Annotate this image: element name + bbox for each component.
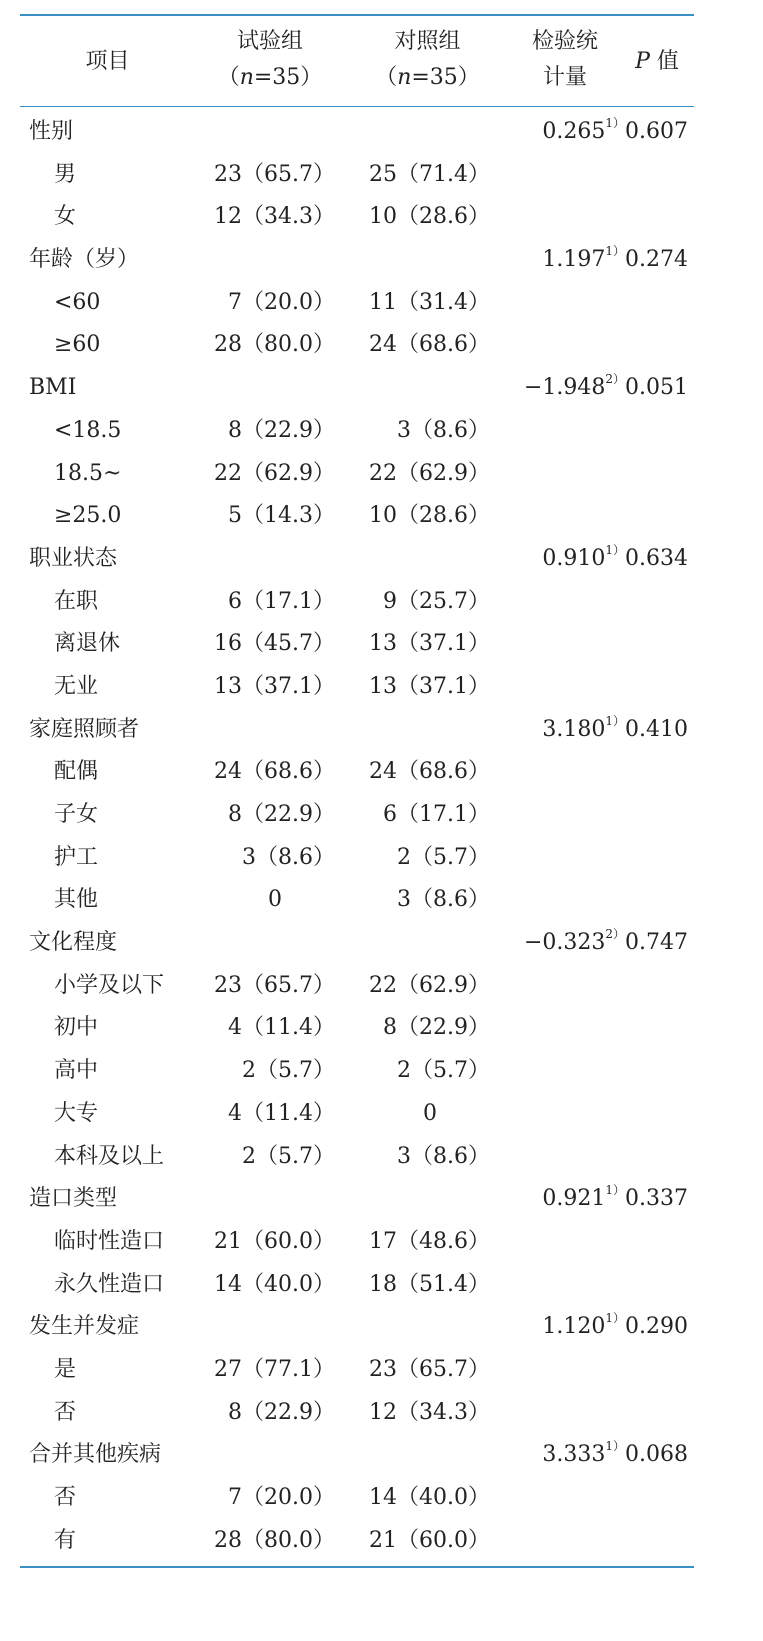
experimental-value: 4（11.4） bbox=[228, 1015, 335, 1041]
footnote-marker: 1） bbox=[605, 1439, 625, 1454]
experimental-value: 14（40.0） bbox=[214, 1271, 335, 1297]
row-label: 造口类型 bbox=[29, 1186, 118, 1212]
row-label: 家庭照顾者 bbox=[29, 716, 140, 742]
table-row-subcategory bbox=[20, 794, 694, 837]
footnote-marker: 1） bbox=[605, 1311, 625, 1326]
table-row-subcategory bbox=[20, 879, 694, 922]
row-label: 否 bbox=[54, 1399, 77, 1425]
test-statistic-value: $1.197^{1)}$ bbox=[542, 244, 625, 273]
row-label: 护工 bbox=[54, 844, 99, 870]
experimental-value: 24（68.6） bbox=[214, 759, 335, 785]
table-row-subcategory bbox=[20, 1264, 694, 1307]
test-statistic-value: $3.333^{1)}$ bbox=[542, 1439, 625, 1468]
experimental-value: 23（65.7） bbox=[214, 972, 335, 998]
table-row-category bbox=[20, 538, 694, 581]
header-experimental-title: 试验组 bbox=[236, 29, 303, 54]
footnote-marker: 2） bbox=[605, 927, 625, 942]
row-label: 文化程度 bbox=[29, 930, 118, 956]
table-row-subcategory bbox=[20, 1349, 694, 1392]
table-row-category bbox=[20, 239, 694, 282]
control-value: 11（31.4） bbox=[369, 289, 490, 315]
test-statistic-value: $0.910^{1)}$ bbox=[542, 542, 625, 571]
control-value: 3（8.6） bbox=[397, 1143, 490, 1169]
control-value: 21（60.0） bbox=[369, 1527, 490, 1553]
control-value: 22（62.9） bbox=[369, 972, 490, 998]
row-label: 18.5~ bbox=[54, 460, 122, 486]
table-row-category bbox=[20, 111, 694, 154]
row-label: BMI bbox=[29, 375, 77, 401]
control-value: 8（22.9） bbox=[383, 1015, 490, 1041]
footnote-marker: 1） bbox=[605, 116, 625, 130]
p-value: 0.747 bbox=[625, 930, 688, 956]
row-label: 子女 bbox=[54, 802, 99, 827]
row-label: 无业 bbox=[54, 673, 99, 699]
table-row-subcategory bbox=[20, 1007, 694, 1050]
header-experimental-group bbox=[195, 24, 345, 96]
header-p-value: P 值 bbox=[635, 49, 679, 74]
table-row-subcategory bbox=[20, 1477, 694, 1520]
control-value: 3（8.6） bbox=[397, 417, 490, 443]
footnote-marker: 2） bbox=[605, 372, 625, 387]
table-row-subcategory bbox=[20, 1520, 694, 1563]
control-value: 13（37.1） bbox=[369, 673, 490, 699]
table-row-category bbox=[20, 1306, 694, 1349]
control-value: 23（65.7） bbox=[369, 1356, 490, 1382]
experimental-value: 0 bbox=[268, 887, 282, 913]
experimental-value: 12（34.3） bbox=[214, 204, 335, 230]
header-control-n: （n=35） bbox=[375, 65, 480, 90]
table-row-subcategory bbox=[20, 1093, 694, 1136]
control-value: 13（37.1） bbox=[369, 631, 490, 657]
table-header bbox=[20, 16, 694, 106]
table-row-subcategory bbox=[20, 1392, 694, 1435]
table-row-subcategory bbox=[20, 1136, 694, 1179]
control-value: 17（48.6） bbox=[369, 1228, 490, 1254]
control-value: 25（71.4） bbox=[369, 161, 490, 187]
table-row-subcategory bbox=[20, 837, 694, 880]
control-value: 2（5.7） bbox=[397, 1058, 490, 1084]
row-label: 其他 bbox=[54, 887, 99, 913]
row-label: 大专 bbox=[54, 1100, 99, 1126]
experimental-value: 22（62.9） bbox=[214, 460, 335, 486]
control-value: 24（68.6） bbox=[369, 759, 490, 785]
row-label: 职业状态 bbox=[29, 545, 118, 571]
table-row-category bbox=[20, 367, 694, 410]
footnote-marker: 1） bbox=[605, 713, 625, 728]
experimental-value: 28（80.0） bbox=[214, 332, 335, 358]
row-label: 本科及以上 bbox=[54, 1143, 165, 1169]
row-label: 配偶 bbox=[54, 759, 99, 785]
row-label: 永久性造口 bbox=[54, 1271, 165, 1297]
control-value: 22（62.9） bbox=[369, 460, 490, 486]
table-row-subcategory bbox=[20, 666, 694, 709]
experimental-value: 16（45.7） bbox=[214, 631, 335, 657]
control-value: 2（5.7） bbox=[397, 844, 490, 870]
experimental-value: 3（8.6） bbox=[242, 844, 335, 870]
table-row-subcategory bbox=[20, 965, 694, 1008]
test-statistic-value: $-1.948^{2)}$ bbox=[523, 372, 625, 401]
header-item: 项目 bbox=[85, 49, 130, 74]
table-row-subcategory bbox=[20, 581, 694, 624]
table-row-category bbox=[20, 1434, 694, 1477]
table-body bbox=[20, 107, 694, 1566]
control-value: 24（68.6） bbox=[369, 332, 490, 358]
test-statistic-value: $-0.323^{2)}$ bbox=[523, 927, 625, 956]
experimental-value: 8（22.9） bbox=[228, 1399, 335, 1425]
control-value: 14（40.0） bbox=[369, 1485, 490, 1510]
test-statistic-value: $0.265^{1)}$ bbox=[542, 116, 625, 144]
p-value: 0.410 bbox=[625, 716, 688, 742]
control-value: 12（34.3） bbox=[369, 1399, 490, 1425]
table-row-subcategory bbox=[20, 410, 694, 453]
experimental-value: 7（20.0） bbox=[228, 1485, 335, 1510]
row-label: ≥25.0 bbox=[54, 503, 122, 529]
experimental-value: 2（5.7） bbox=[242, 1058, 335, 1084]
footnote-marker: 1） bbox=[605, 244, 625, 259]
p-value: 0.634 bbox=[625, 545, 688, 571]
table-row-subcategory bbox=[20, 196, 694, 239]
row-label: 离退休 bbox=[54, 631, 121, 657]
table-row-category bbox=[20, 709, 694, 752]
experimental-value: 4（11.4） bbox=[228, 1100, 335, 1126]
control-value: 18（51.4） bbox=[369, 1271, 490, 1297]
control-value: 3（8.6） bbox=[397, 887, 490, 913]
experimental-value: 2（5.7） bbox=[242, 1143, 335, 1169]
control-value: 10（28.6） bbox=[369, 204, 490, 230]
row-label: 是 bbox=[54, 1356, 77, 1382]
footnote-marker: 1） bbox=[605, 1183, 625, 1198]
control-value: 10（28.6） bbox=[369, 503, 490, 529]
table-row-subcategory bbox=[20, 453, 694, 496]
table-row-category bbox=[20, 1178, 694, 1221]
experimental-value: 6（17.1） bbox=[228, 588, 335, 614]
row-label: 女 bbox=[54, 204, 77, 230]
p-value: 0.607 bbox=[625, 119, 688, 144]
row-label: <18.5 bbox=[54, 417, 122, 443]
table-row-subcategory bbox=[20, 623, 694, 666]
table-row-subcategory bbox=[20, 324, 694, 367]
row-label: 初中 bbox=[54, 1015, 99, 1041]
experimental-value: 13（37.1） bbox=[214, 673, 335, 699]
experimental-value: 8（22.9） bbox=[228, 417, 335, 443]
row-label: 在职 bbox=[54, 588, 99, 614]
row-label: 性别 bbox=[29, 119, 74, 144]
row-label: 否 bbox=[54, 1485, 77, 1510]
p-value: 0.290 bbox=[625, 1314, 688, 1340]
row-label: 小学及以下 bbox=[54, 972, 165, 998]
table-row-subcategory bbox=[20, 154, 694, 197]
header-experimental-n: （n=35） bbox=[217, 65, 323, 90]
p-value: 0.051 bbox=[625, 375, 688, 401]
table-row-subcategory bbox=[20, 495, 694, 538]
footnote-marker: 1） bbox=[605, 542, 625, 557]
row-label: 有 bbox=[54, 1527, 77, 1553]
row-label: 年龄（岁） bbox=[29, 247, 140, 273]
header-test-statistic: 检验统 计量 bbox=[531, 29, 598, 90]
table-row-subcategory bbox=[20, 751, 694, 794]
header-control-title: 对照组 bbox=[394, 29, 461, 54]
p-value: 0.337 bbox=[625, 1186, 688, 1212]
experimental-value: 21（60.0） bbox=[214, 1228, 335, 1254]
row-label: 合并其他疾病 bbox=[29, 1442, 162, 1468]
baseline-table bbox=[20, 14, 694, 1568]
row-label: 发生并发症 bbox=[29, 1314, 140, 1340]
row-label: ≥60 bbox=[54, 332, 101, 358]
experimental-value: 27（77.1） bbox=[214, 1356, 335, 1382]
experimental-value: 8（22.9） bbox=[228, 802, 335, 827]
table-row-category bbox=[20, 922, 694, 965]
table-row-subcategory bbox=[20, 1221, 694, 1264]
test-statistic-value: $0.921^{1)}$ bbox=[542, 1183, 625, 1212]
row-label: 高中 bbox=[54, 1058, 99, 1084]
table-bottom-rule bbox=[20, 1566, 694, 1568]
experimental-value: 5（14.3） bbox=[228, 503, 335, 529]
test-statistic-value: $3.180^{1)}$ bbox=[542, 713, 625, 742]
header-control-group bbox=[350, 24, 505, 96]
row-label: 男 bbox=[54, 161, 77, 187]
control-value: 9（25.7） bbox=[383, 588, 490, 614]
table-row-subcategory bbox=[20, 1050, 694, 1093]
control-value: 6（17.1） bbox=[383, 802, 490, 827]
p-value: 0.274 bbox=[625, 247, 688, 273]
p-value: 0.068 bbox=[625, 1442, 688, 1468]
experimental-value: 23（65.7） bbox=[214, 161, 335, 187]
row-label: 临时性造口 bbox=[54, 1228, 165, 1254]
experimental-value: 28（80.0） bbox=[214, 1527, 335, 1553]
control-value: 0 bbox=[423, 1100, 437, 1126]
test-statistic-value: $1.120^{1)}$ bbox=[542, 1311, 625, 1340]
row-label: <60 bbox=[54, 289, 101, 315]
table-row-subcategory bbox=[20, 282, 694, 325]
experimental-value: 7（20.0） bbox=[228, 289, 335, 315]
